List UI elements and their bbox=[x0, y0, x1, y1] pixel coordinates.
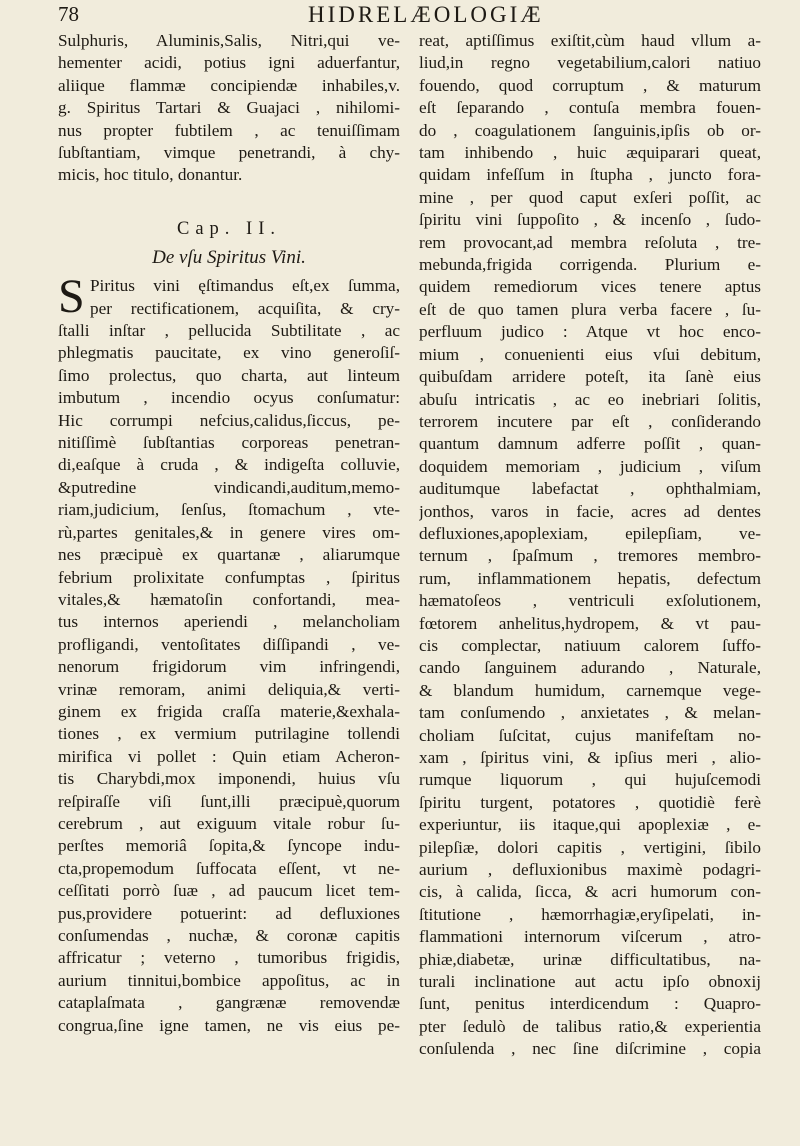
text-line: vrinæ remoram, animi deliquia,& verti- bbox=[58, 679, 400, 699]
chapter-heading: Cap. II. bbox=[177, 219, 281, 240]
text-line: hementer acidi, potius igni aduerfantur, bbox=[58, 53, 400, 73]
text-line: nus propter fubtilem , ac tenuiſſimam bbox=[58, 120, 400, 140]
text-line: & blandum humidum, carnemque vege- bbox=[419, 680, 761, 700]
text-line: jonthos, varos in facie, acres ad dentes bbox=[419, 501, 761, 521]
text-line: aliique flammæ concipiendæ inhabiles,v. bbox=[58, 75, 400, 95]
text-line: fouendo, quod corruptum , & maturum bbox=[419, 75, 761, 95]
text-line: cerebrum , aut exiguum vitale robur ſu- bbox=[58, 813, 400, 833]
text-line: cando ſanguinem adurando , Naturale, bbox=[419, 658, 761, 678]
text-line: cis complectar, natiuum calorem ſuffo- bbox=[419, 635, 761, 655]
text-line: perſtes memoriâ ſopita,& ſyncope indu- bbox=[58, 836, 400, 856]
text-line: ſtitutione , hæmorrhagiæ,eryſipelati, in- bbox=[419, 904, 761, 924]
text-line: abuſu intricatis , ac eo inebriari ſolitis, bbox=[419, 389, 761, 409]
text-line: mium , conuenienti eius vſui debitum, bbox=[419, 344, 761, 364]
text-line: ſpiritu vini ſuppoſito , & incenſo , ſudo- bbox=[419, 210, 761, 230]
text-line: quantum damnum adferre poſſit , quan- bbox=[419, 434, 761, 454]
text-line: ginem ex frigida craſſa materie,&exhala- bbox=[58, 701, 400, 721]
text-line: Sulphuris, Aluminis,Salis, Nitri,qui ve- bbox=[58, 31, 400, 50]
text-line: &putredine vindicandi,auditum,memo- bbox=[58, 477, 400, 497]
text-line: congrua,ſine igne tamen, ne vis eius pe- bbox=[58, 1015, 400, 1035]
text-line: aurium , defluxionibus maximè podagri- bbox=[419, 860, 761, 880]
text-line: rem provocant,ad membra reſoluta , tre- bbox=[419, 232, 761, 252]
text-line: pus,providere potuerint: ad defluxiones bbox=[58, 903, 400, 923]
text-line: pilepſiæ, dolori capitis , vertigini, ſibilo bbox=[419, 837, 761, 857]
text-line: Hic corrumpi nefcius,calidus,ſiccus, pe- bbox=[58, 410, 400, 430]
text-line: phiæ,diabetæ, urinæ difficultatibus, na- bbox=[419, 949, 761, 969]
text-line: liud,in regno vegetabilium,calori natiuo bbox=[419, 53, 761, 73]
text-line: mirifica vi pollet : Quin etiam Acheron- bbox=[58, 746, 400, 766]
text-line: imbutum , incendio ocyus conſumatur: bbox=[58, 388, 400, 408]
page-header bbox=[58, 2, 738, 32]
chapter-subtitle: De vſu Spiritus Vini. bbox=[152, 247, 306, 269]
text-line: tis Charybdi,mox imponendi, huius vſu bbox=[58, 769, 400, 789]
text-line: tiones , ex vermium putrilagine tollendi bbox=[58, 724, 400, 744]
text-line: doquidem memoriam , judicium , viſum bbox=[419, 456, 761, 476]
running-title: HIDRELÆOLOGIÆ bbox=[308, 2, 544, 27]
text-line: Piritus vini ęſtimandus eſt,ex ſumma, bbox=[90, 276, 400, 296]
text-line: rù,partes genitales,& in genere vires om- bbox=[58, 522, 400, 542]
text-line: hæmatoſeos , ventriculi exſolutionem, bbox=[419, 591, 761, 611]
text-line: nitiſſimè ſubſtantias corporeas penetran- bbox=[58, 433, 400, 453]
text-line: reat, aptiſſimus exiſtit,cùm haud vllum a- bbox=[419, 31, 761, 50]
text-line: conſumendas , nuchæ, & coronæ capitis bbox=[58, 926, 400, 946]
text-line: eſt ſeparando , contuſa membra fouen- bbox=[419, 98, 761, 118]
text-line: mine , per quod caput exſeri poſſit, ac bbox=[419, 187, 761, 207]
text-line: ſtalli inſtar , pellucida Subtilitate , ac bbox=[58, 321, 400, 341]
text-line: turali inclinatione aut actu ipſo obnoxij bbox=[419, 972, 761, 992]
text-line: cataplaſmata , gangrænæ removendæ bbox=[58, 993, 400, 1013]
left-top-paragraph bbox=[58, 30, 400, 187]
text-line: micis, hoc titulo, donantur. bbox=[58, 165, 243, 185]
text-line: vitales,& hæmatoſin confortandi, mea- bbox=[58, 589, 400, 609]
text-line: per rectificationem, acquiſita, & cry- bbox=[90, 298, 400, 318]
text-line: reſpiraſſe viſi ſunt,illi præcipuè,quorum bbox=[58, 791, 400, 811]
text-line: quidam infeſſum in ſtupha , juncto fora- bbox=[419, 165, 761, 185]
text-line: quidem remediorum vices tenere aptus bbox=[419, 277, 761, 297]
text-line: phlegmatis paucitate, ex vino generoſiſ- bbox=[58, 343, 400, 363]
text-line: ſubſtantiam, vimque penetrandi, à chy- bbox=[58, 143, 400, 163]
text-line: profligandi, ventoſitates diſſipandi , ve- bbox=[58, 634, 400, 654]
text-line: affricatur ; veterno , tumoribus frigidis, bbox=[58, 948, 400, 968]
text-line: terrorem incutere par eſt , conſiderando bbox=[419, 411, 761, 431]
text-line: riam,judicium, ſenſus, ſtomachum , vte- bbox=[58, 500, 400, 520]
text-line: quibuſdam arridere poteſt, ita ſanè eius bbox=[419, 367, 761, 387]
text-line: ternum , ſpaſmum , tremores membro- bbox=[419, 546, 761, 566]
text-line: perfluum judico : Atque vt hoc enco- bbox=[419, 322, 761, 342]
right-column bbox=[419, 30, 761, 1061]
text-line: conſulenda , nec ſine diſcrimine , copia bbox=[419, 1039, 761, 1059]
text-line: tus internos aperiendi , melancholiam bbox=[58, 612, 400, 632]
text-line: ſimo prolectus, quo charta, aut linteum bbox=[58, 365, 400, 385]
text-line: tam inhibendo , huic æquiparari queat, bbox=[419, 143, 761, 163]
text-line: defluxiones,apoplexiam, epilepſiam, ve- bbox=[419, 523, 761, 543]
text-line: flammationi internorum viſcerum , atro- bbox=[419, 927, 761, 947]
text-line: tam conſumendo , anxietates , & melan- bbox=[419, 703, 761, 723]
text-line: di,eaſque à cruda , & indigeſta colluvie, bbox=[58, 455, 400, 475]
text-line: g. Spiritus Tartari & Guajaci , nihilomi- bbox=[58, 98, 400, 118]
text-line: xam , ſpiritus vini, & ipſius meri , alio- bbox=[419, 748, 761, 767]
text-line: fœtorem anhelitus,hydropem, & vt pau- bbox=[419, 613, 761, 633]
text-line: auditumque labefactat , ophthalmiam, bbox=[419, 479, 761, 499]
text-line: rum, inflammationem hepatis, defectum bbox=[419, 568, 761, 588]
right-paragraph bbox=[419, 30, 761, 1061]
text-line: ceſſitati porrò ſuæ , ad paucum licet tem- bbox=[58, 881, 400, 901]
left-column bbox=[58, 30, 400, 1037]
text-line: do , coagulationem ſanguinis,ipſis ob or- bbox=[419, 120, 761, 140]
chapter-paragraph bbox=[58, 270, 400, 1037]
text-line: aurium tinnitui,bombice appoſitus, ac in bbox=[58, 970, 400, 990]
text-line: cis, à calida, ſicca, & acri humorum con- bbox=[419, 882, 761, 902]
text-line: nenorum frigidorum vim infringendi, bbox=[58, 657, 400, 677]
text-line: ſpiritu turgent, potatores , quotidiè ferè bbox=[419, 792, 761, 812]
chapter-body bbox=[58, 270, 400, 1037]
text-line: cta,propemodum ſuffocata eſſent, vt ne- bbox=[58, 858, 400, 878]
text-line: choliam ſuſcitat, cujus manifeſtam no- bbox=[419, 725, 761, 745]
page-number: 78 bbox=[58, 2, 79, 26]
text-line: rumque liquorum , qui hujuſcemodi bbox=[419, 770, 761, 790]
text-line: pter ſedulò de talibus ratio,& experientia bbox=[419, 1016, 761, 1036]
text-line: nes præcipuè ex quartanæ , aliarumque bbox=[58, 545, 400, 565]
drop-cap: S bbox=[58, 270, 85, 324]
text-line: eſt de quo tamen plura verba facere , ſu- bbox=[419, 299, 761, 319]
text-line: febrium prolixitate confumptas , ſpiritus bbox=[58, 567, 400, 587]
text-line: mebunda,frigida corrigenda. Plurium e- bbox=[419, 255, 761, 275]
text-line: ſunt, penitus interdicendum : Quapro- bbox=[419, 994, 761, 1014]
text-line: experiuntur, iis itaque,qui apoplexiæ , e- bbox=[419, 815, 761, 835]
